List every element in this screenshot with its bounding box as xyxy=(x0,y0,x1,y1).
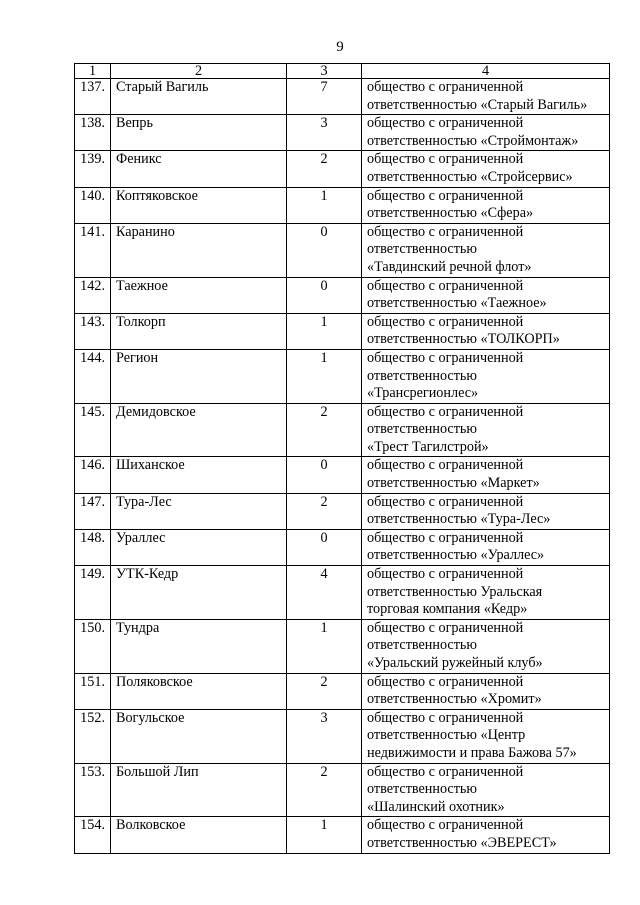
organization-line: «Шалинский охотник» xyxy=(367,798,505,815)
table-row xyxy=(75,277,610,313)
row-number: 140. xyxy=(75,187,111,223)
hunting-ground-name: Регион xyxy=(111,349,287,403)
hunting-ground-name: Старый Вагиль xyxy=(111,79,287,115)
table-row xyxy=(75,115,610,151)
hunting-ground-name: Ураллес xyxy=(111,529,287,565)
table-row xyxy=(75,619,610,673)
organization-line: общество с ограниченной xyxy=(367,566,524,583)
table-row xyxy=(75,709,610,763)
row-number: 154. xyxy=(75,817,111,853)
organization-line: ответственностью «ЭВЕРЕСТ» xyxy=(367,834,557,851)
row-count: 0 xyxy=(287,223,362,277)
organization-name xyxy=(362,187,610,223)
organization-line: ответственностью «Старый Вагиль» xyxy=(367,96,588,113)
row-number: 143. xyxy=(75,313,111,349)
row-count: 1 xyxy=(287,817,362,853)
organization-line: ответственностью «ТОЛКОРП» xyxy=(367,331,560,348)
organization-line: общество с ограниченной xyxy=(367,763,524,780)
header-row xyxy=(75,64,610,79)
row-number: 150. xyxy=(75,619,111,673)
row-count: 2 xyxy=(287,493,362,529)
row-count: 1 xyxy=(287,619,362,673)
organization-line: общество с ограниченной xyxy=(367,709,524,726)
row-count: 4 xyxy=(287,566,362,620)
table-row xyxy=(75,79,610,115)
organization-name xyxy=(362,709,610,763)
organization-line: ответственностью «Маркет» xyxy=(367,475,540,492)
row-number: 145. xyxy=(75,403,111,457)
hunting-ground-name: Волковское xyxy=(111,817,287,853)
table-row xyxy=(75,349,610,403)
organization-name xyxy=(362,493,610,529)
organization-name xyxy=(362,223,610,277)
organization-name xyxy=(362,277,610,313)
row-count: 2 xyxy=(287,403,362,457)
organization-name xyxy=(362,619,610,673)
hunting-ground-name: Толкорп xyxy=(111,313,287,349)
table-row xyxy=(75,673,610,709)
organization-name xyxy=(362,79,610,115)
row-count: 7 xyxy=(287,79,362,115)
organization-line: «Трансрегионлес» xyxy=(367,385,479,402)
row-count: 0 xyxy=(287,277,362,313)
row-number: 149. xyxy=(75,566,111,620)
row-count: 0 xyxy=(287,457,362,493)
organization-line: общество с ограниченной xyxy=(367,79,524,95)
row-count: 3 xyxy=(287,115,362,151)
organization-name xyxy=(362,566,610,620)
hunting-ground-name: Вогульское xyxy=(111,709,287,763)
table-row xyxy=(75,151,610,187)
table-body xyxy=(75,64,610,854)
organization-name xyxy=(362,403,610,457)
table-row xyxy=(75,566,610,620)
organization-line: ответственностью «Сфера» xyxy=(367,205,534,222)
organization-line: ответственностью xyxy=(367,421,478,438)
organization-line: «Трест Тагилстрой» xyxy=(367,438,489,455)
organization-line: общество с ограниченной xyxy=(367,403,524,420)
organization-name xyxy=(362,817,610,853)
organization-line: общество с ограниченной xyxy=(367,493,524,510)
row-count: 1 xyxy=(287,313,362,349)
organization-line: общество с ограниченной xyxy=(367,313,524,330)
organization-line: недвижимости и права Бажова 57» xyxy=(367,744,577,761)
row-number: 152. xyxy=(75,709,111,763)
table-row xyxy=(75,187,610,223)
hunting-ground-name: Демидовское xyxy=(111,403,287,457)
row-number: 148. xyxy=(75,529,111,565)
row-number: 151. xyxy=(75,673,111,709)
row-count: 1 xyxy=(287,187,362,223)
table-row xyxy=(75,763,610,817)
organization-line: ответственностью xyxy=(367,637,478,654)
row-number: 137. xyxy=(75,79,111,115)
hunting-ground-name: Большой Лип xyxy=(111,763,287,817)
organization-line: ответственностью «Строймонтаж» xyxy=(367,132,579,149)
table-row xyxy=(75,529,610,565)
organization-line: общество с ограниченной xyxy=(367,151,524,168)
hunting-ground-name: Феникс xyxy=(111,151,287,187)
organization-line: общество с ограниченной xyxy=(367,529,524,546)
organization-line: общество с ограниченной xyxy=(367,223,524,240)
column-header-1: 1 xyxy=(75,64,111,79)
row-number: 147. xyxy=(75,493,111,529)
organization-line: ответственностью xyxy=(367,241,478,258)
organization-line: ответственностью «Тура-Лес» xyxy=(367,511,551,528)
organization-line: «Уральский ружейный клуб» xyxy=(367,655,543,671)
row-number: 139. xyxy=(75,151,111,187)
row-count: 0 xyxy=(287,529,362,565)
column-header-4: 4 xyxy=(362,64,610,79)
organization-name xyxy=(362,529,610,565)
row-number: 146. xyxy=(75,457,111,493)
hunting-ground-name: Тундра xyxy=(111,619,287,673)
organization-line: общество с ограниченной xyxy=(367,457,524,474)
row-count: 2 xyxy=(287,763,362,817)
organization-name xyxy=(362,673,610,709)
organization-line: общество с ограниченной xyxy=(367,187,524,204)
table-row xyxy=(75,493,610,529)
hunting-ground-name: Тура-Лес xyxy=(111,493,287,529)
hunting-ground-name: Поляковское xyxy=(111,673,287,709)
hunting-ground-name: Каранино xyxy=(111,223,287,277)
row-count: 3 xyxy=(287,709,362,763)
row-number: 144. xyxy=(75,349,111,403)
organization-name xyxy=(362,115,610,151)
row-number: 153. xyxy=(75,763,111,817)
column-header-2: 2 xyxy=(111,64,287,79)
organization-line: «Тавдинский речной флот» xyxy=(367,258,532,275)
page-number: 9 xyxy=(336,39,344,55)
hunting-ground-name: Шиханское xyxy=(111,457,287,493)
row-number: 141. xyxy=(75,223,111,277)
organization-line: общество с ограниченной xyxy=(367,277,524,294)
hunting-ground-name: Коптяковское xyxy=(111,187,287,223)
organization-line: торговая компания «Кедр» xyxy=(367,601,528,618)
hunting-ground-name: Таежное xyxy=(111,277,287,313)
row-count: 1 xyxy=(287,349,362,403)
organization-line: общество с ограниченной xyxy=(367,115,524,132)
row-number: 138. xyxy=(75,115,111,151)
organization-line: ответственностью xyxy=(367,781,478,798)
organization-line: общество с ограниченной xyxy=(367,619,524,636)
column-header-3: 3 xyxy=(287,64,362,79)
hunting-ground-name: УТК-Кедр xyxy=(111,566,287,620)
row-count: 2 xyxy=(287,673,362,709)
table-row xyxy=(75,457,610,493)
organization-line: ответственностью «Стройсервис» xyxy=(367,168,573,185)
organization-name xyxy=(362,313,610,349)
organization-line: ответственностью xyxy=(367,367,478,384)
row-count: 2 xyxy=(287,151,362,187)
row-number: 142. xyxy=(75,277,111,313)
organization-name xyxy=(362,763,610,817)
hunting-ground-name: Вепрь xyxy=(111,115,287,151)
organization-line: общество с ограниченной xyxy=(367,817,524,834)
organization-name xyxy=(362,457,610,493)
organization-name xyxy=(362,151,610,187)
organization-line: ответственностью «Хромит» xyxy=(367,691,542,708)
organization-line: общество с ограниченной xyxy=(367,349,524,366)
organization-line: ответственностью Уральская xyxy=(367,583,543,600)
table-row xyxy=(75,223,610,277)
registry-table xyxy=(74,63,610,854)
organization-name xyxy=(362,349,610,403)
organization-line: ответственностью «Центр xyxy=(367,727,526,744)
organization-line: общество с ограниченной xyxy=(367,673,524,690)
table-row xyxy=(75,403,610,457)
table-row xyxy=(75,817,610,853)
organization-line: ответственностью «Ураллес» xyxy=(367,547,545,564)
organization-line: ответственностью «Таежное» xyxy=(367,295,547,312)
table-row xyxy=(75,313,610,349)
